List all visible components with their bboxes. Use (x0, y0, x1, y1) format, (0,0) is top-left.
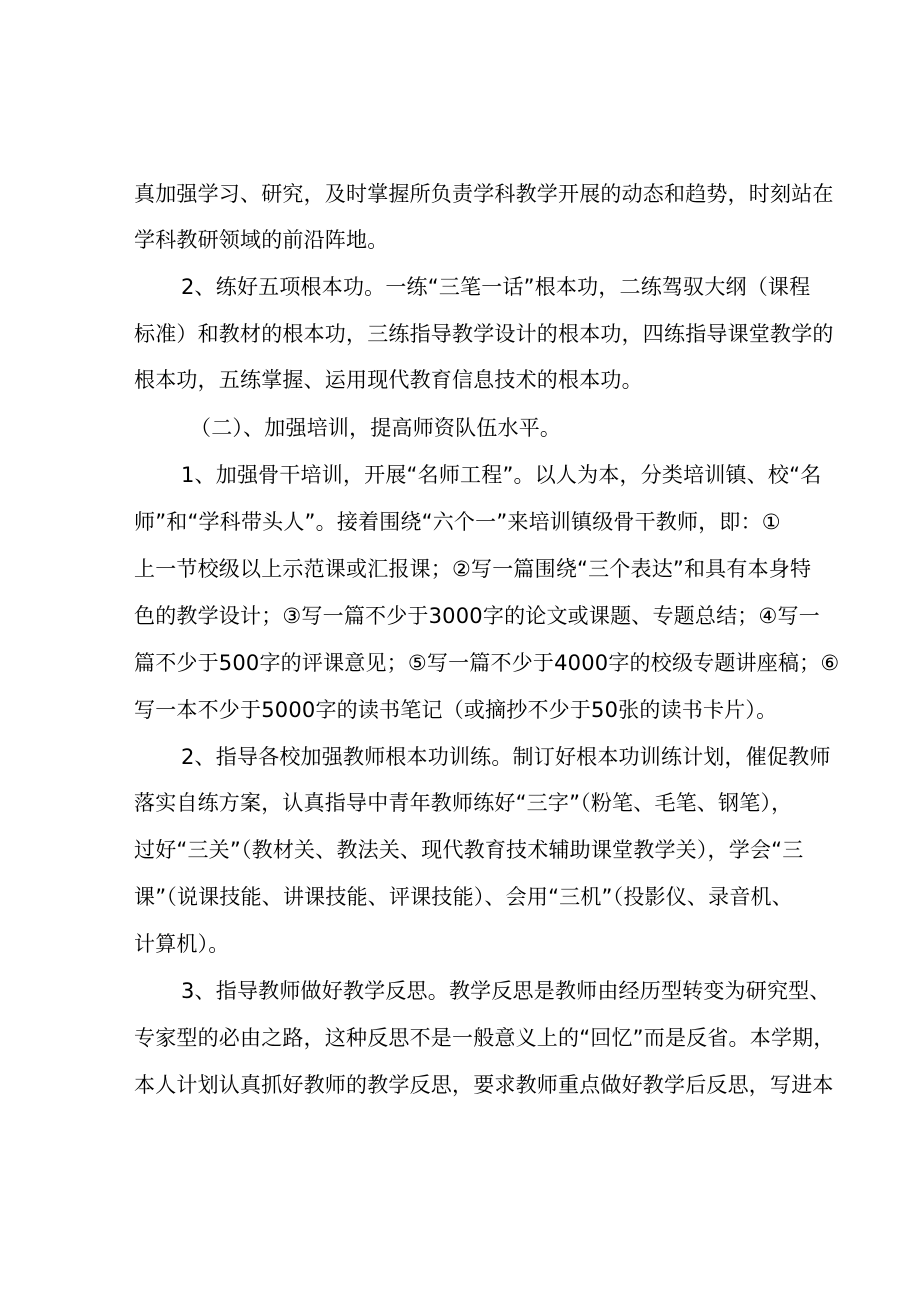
text-line: 2、练好五项根本功。一练“三笔一话”根本功，二练驾驭大纲（课程 (181, 275, 811, 299)
text-line: 标准）和教材的根本功，三练指导教学设计的根本功，四练指导课堂教学的 (134, 322, 834, 346)
text-line: 根本功，五练掌握、运用现代教育信息技术的根本功。 (134, 368, 643, 392)
text-line: 过好“三关”（教材关、教法关、现代教育技术辅助课堂教学关），学会“三 (134, 838, 804, 862)
text-line: 上一节校级以上示范课或汇报课；②写一篇围绕“三个表达”和具有本身特 (134, 557, 812, 581)
text-line: 真加强学习、研究，及时掌握所负责学科教学开展的动态和趋势，时刻站在 (134, 182, 834, 206)
text-line: 色的教学设计；③写一篇不少于3000字的论文或课题、专题总结；④写一 (134, 604, 820, 628)
text-line: 落实自练方案，认真指导中青年教师练好“三字”（粉笔、毛笔、钢笔）， (134, 791, 793, 815)
text-line: 计算机）。 (134, 932, 230, 956)
text-line: 学科教研领域的前沿阵地。 (134, 228, 389, 252)
text-line: 师”和“学科带头人”。接着围绕“六个一”来培训镇级骨干教师，即：① (134, 510, 781, 534)
text-line: 写一本不少于5000字的读书笔记（或摘抄不少于50张的读书卡片）。 (134, 698, 778, 722)
text-line: 专家型的必由之路，这种反思不是一般意义上的“回忆”而是反省。本学期， (134, 1026, 835, 1050)
text-line: 1、加强骨干培训，开展“名师工程”。以人为本，分类培训镇、校“名 (181, 463, 822, 487)
text-line: 篇不少于500字的评课意见；⑤写一篇不少于4000字的校级专题讲座稿；⑥ (134, 651, 840, 675)
text-line: 课”（说课技能、讲课技能、评课技能）、会用“三机”（投影仪、录音机、 (134, 885, 793, 909)
text-line: 3、指导教师做好教学反思。教学反思是教师由经历型转变为研究型、 (181, 979, 831, 1003)
text-line: 本人计划认真抓好教师的教学反思，要求教师重点做好教学后反思，写进本 (134, 1073, 834, 1097)
section-heading: （二）、加强培训，提高师资队伍水平。 (190, 416, 562, 440)
text-line: 2、指导各校加强教师根本功训练。制订好根本功训练计划，催促教师 (181, 745, 831, 769)
